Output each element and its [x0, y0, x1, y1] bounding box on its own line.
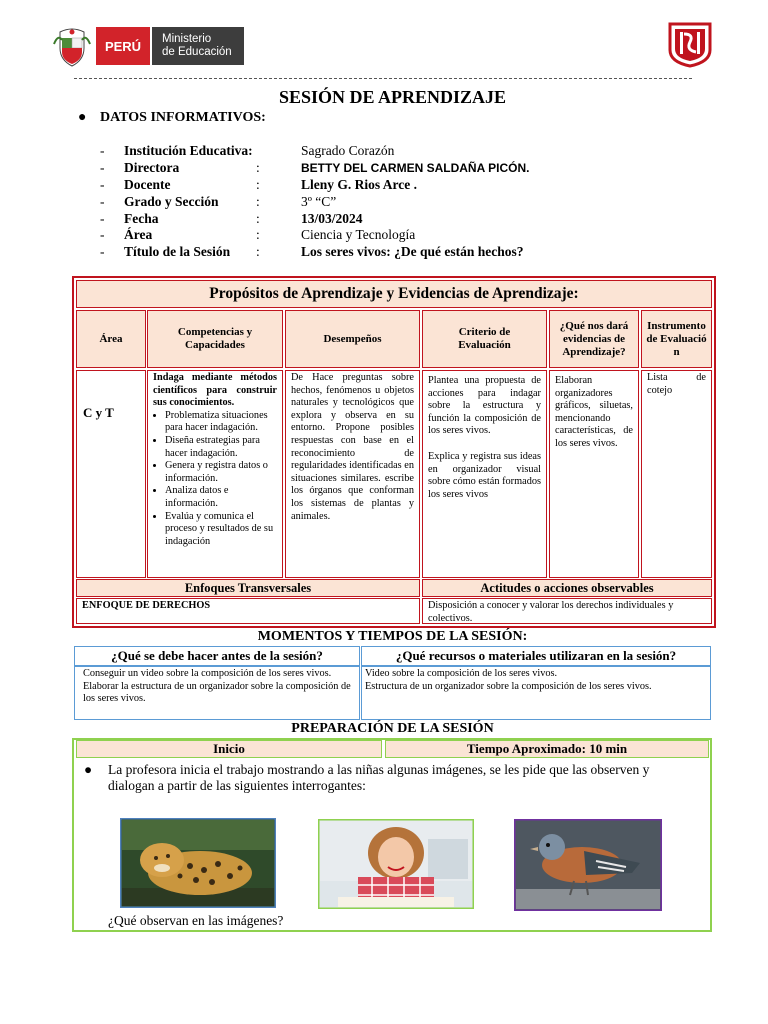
antes-item-2: Elaborar la estructura de un organizador sobre la composición de los seres vivos.	[83, 680, 351, 705]
bullet-icon: ●	[84, 762, 93, 777]
criterio-1: Plantea una propuesta de acciones para indagar sobre la estructura y función la composición de los seres vivos.	[428, 375, 541, 437]
header-criterio: Criterio de Evaluación	[422, 310, 547, 368]
propositos-title: Propósitos de Aprendizaje y Evidencias de Aprendizaje:	[76, 280, 712, 308]
ministry-line-1: Ministerio	[162, 33, 212, 45]
antes-item-1: Conseguir un video sobre la composición de los seres vivos.	[83, 668, 332, 679]
antes-header: ¿Qué se debe hacer antes de la sesión?	[74, 646, 360, 666]
recursos-item-2: Estructura de un organizador sobre la composición de los seres vivos.	[365, 680, 652, 692]
list-item: • Analiza datos e información.	[165, 485, 277, 510]
datos-label: Directora	[124, 160, 180, 175]
datos-label: Docente	[124, 177, 171, 192]
datos-value: Los seres vivos: ¿De qué están hechos?	[301, 244, 524, 259]
header-instrumento: Instrumento de Evaluación	[641, 310, 712, 368]
datos-colon: :	[256, 211, 260, 226]
inicio-header: Inicio	[76, 740, 382, 758]
page-title: SESIÓN DE APRENDIZAJE	[278, 87, 507, 107]
criterio-cell	[422, 370, 547, 578]
desempenos-cell: De Hace preguntas sobre hechos, fenómenos u objetos naturales y tecnológicos que explora y observa en su entorno. Propone posibles respuestas con base en el reconocimiento de regularidades identificadas en situaciones similares. escribe los órganos que conforman los sistemas de plantas y animales.	[285, 370, 420, 578]
actitudes-header: Actitudes o acciones observables	[422, 579, 712, 597]
datos-heading-text: DATOS INFORMATIVOS:	[100, 110, 266, 125]
list-item: • Genera y registra datos o información.	[165, 460, 277, 485]
bullet-icon: ●	[78, 110, 87, 125]
datos-colon: :	[256, 244, 260, 259]
recursos-header: ¿Qué recursos o materiales utilizaran en la sesión?	[361, 646, 711, 666]
datos-label: Institución Educativa:	[124, 143, 253, 158]
girl-image	[318, 819, 474, 909]
recursos-cell	[361, 666, 711, 720]
datos-colon: :	[256, 177, 260, 192]
datos-label: Fecha	[124, 211, 159, 226]
enfoques-header: Enfoques Transversales	[76, 579, 420, 597]
preparacion-title: PREPARACIÓN DE LA SESIÓN	[291, 721, 494, 736]
actitud-value: Disposición a conocer y valorar los derechos individuales y colectivos.	[422, 598, 712, 624]
datos-label: Área	[124, 227, 153, 242]
header-evidencias: ¿Qué nos dará evidencias de Aprendizaje?	[549, 310, 639, 368]
peru-coat-of-arms-icon	[52, 26, 92, 68]
jaguar-image	[120, 818, 276, 908]
competencias-cell	[147, 370, 283, 578]
enfoque-value: ENFOQUE DE DERECHOS	[76, 598, 420, 624]
tiempo-header: Tiempo Aproximado: 10 min	[385, 740, 709, 758]
datos-value: Ciencia y Tecnología	[301, 227, 416, 242]
area-value: C y T	[83, 405, 114, 420]
datos-value: Sagrado Corazón	[301, 143, 395, 158]
datos-value: 13/03/2024	[301, 211, 363, 226]
header-divider	[74, 78, 692, 79]
datos-colon: :	[256, 227, 260, 242]
competencia-text: Indaga mediante métodos científicos para construir sus conocimientos.	[153, 372, 277, 409]
evidencias-cell	[549, 370, 639, 578]
bird-image	[514, 819, 662, 911]
header-competencias: Competencias y Capacidades	[147, 310, 283, 368]
question-text: ¿Qué observan en las imágenes?	[108, 913, 284, 928]
criterio-2: Explica y registra sus ideas en organizador visual sobre cómo están formados los seres vivos	[428, 450, 541, 500]
evidencias-text: Elaboran organizadores gráficos, siluetas, mencionando características, de los seres vivos.	[555, 375, 633, 449]
ministry-line-2: de Educación	[162, 46, 232, 58]
peru-brand-label: PERÚ	[96, 27, 150, 65]
recursos-item-1: Video sobre la composición de los seres vivos.	[365, 668, 558, 679]
datos-value: 3º “C”	[301, 194, 337, 209]
area-cell	[76, 370, 146, 578]
list-item: • Diseña estrategias para hacer indagación.	[165, 435, 277, 460]
datos-label: Grado y Sección	[124, 194, 219, 209]
instrumento-cell	[641, 370, 712, 578]
ministry-brand-label	[152, 27, 244, 65]
datos-value: Lleny G. Rios Arce .	[301, 177, 417, 192]
header-desempenos: Desempeños	[285, 310, 420, 368]
datos-colon: :	[256, 160, 260, 175]
datos-heading	[78, 110, 266, 126]
school-crest-icon	[666, 20, 714, 68]
list-item: • Problematiza situaciones para hacer indagación.	[165, 410, 277, 435]
datos-label: Título de la Sesión	[124, 244, 231, 259]
momentos-title: MOMENTOS Y TIEMPOS DE LA SESIÓN:	[257, 629, 528, 644]
datos-colon: :	[256, 194, 260, 209]
list-item: • Evalúa y comunica el proceso y resultados de su indagación	[165, 511, 277, 549]
header-area: Área	[76, 310, 146, 368]
datos-value: BETTY DEL CARMEN SALDAÑA PICÓN.	[301, 161, 530, 175]
antes-cell	[74, 666, 360, 720]
capacidades-list	[153, 410, 277, 549]
instrumento-text: Lista de cotejo	[647, 372, 706, 396]
inicio-text: La profesora inicia el trabajo mostrando a las niñas algunas imágenes, se les pide que las observen y dialogan a partir de las siguientes interrogantes:	[108, 762, 650, 793]
